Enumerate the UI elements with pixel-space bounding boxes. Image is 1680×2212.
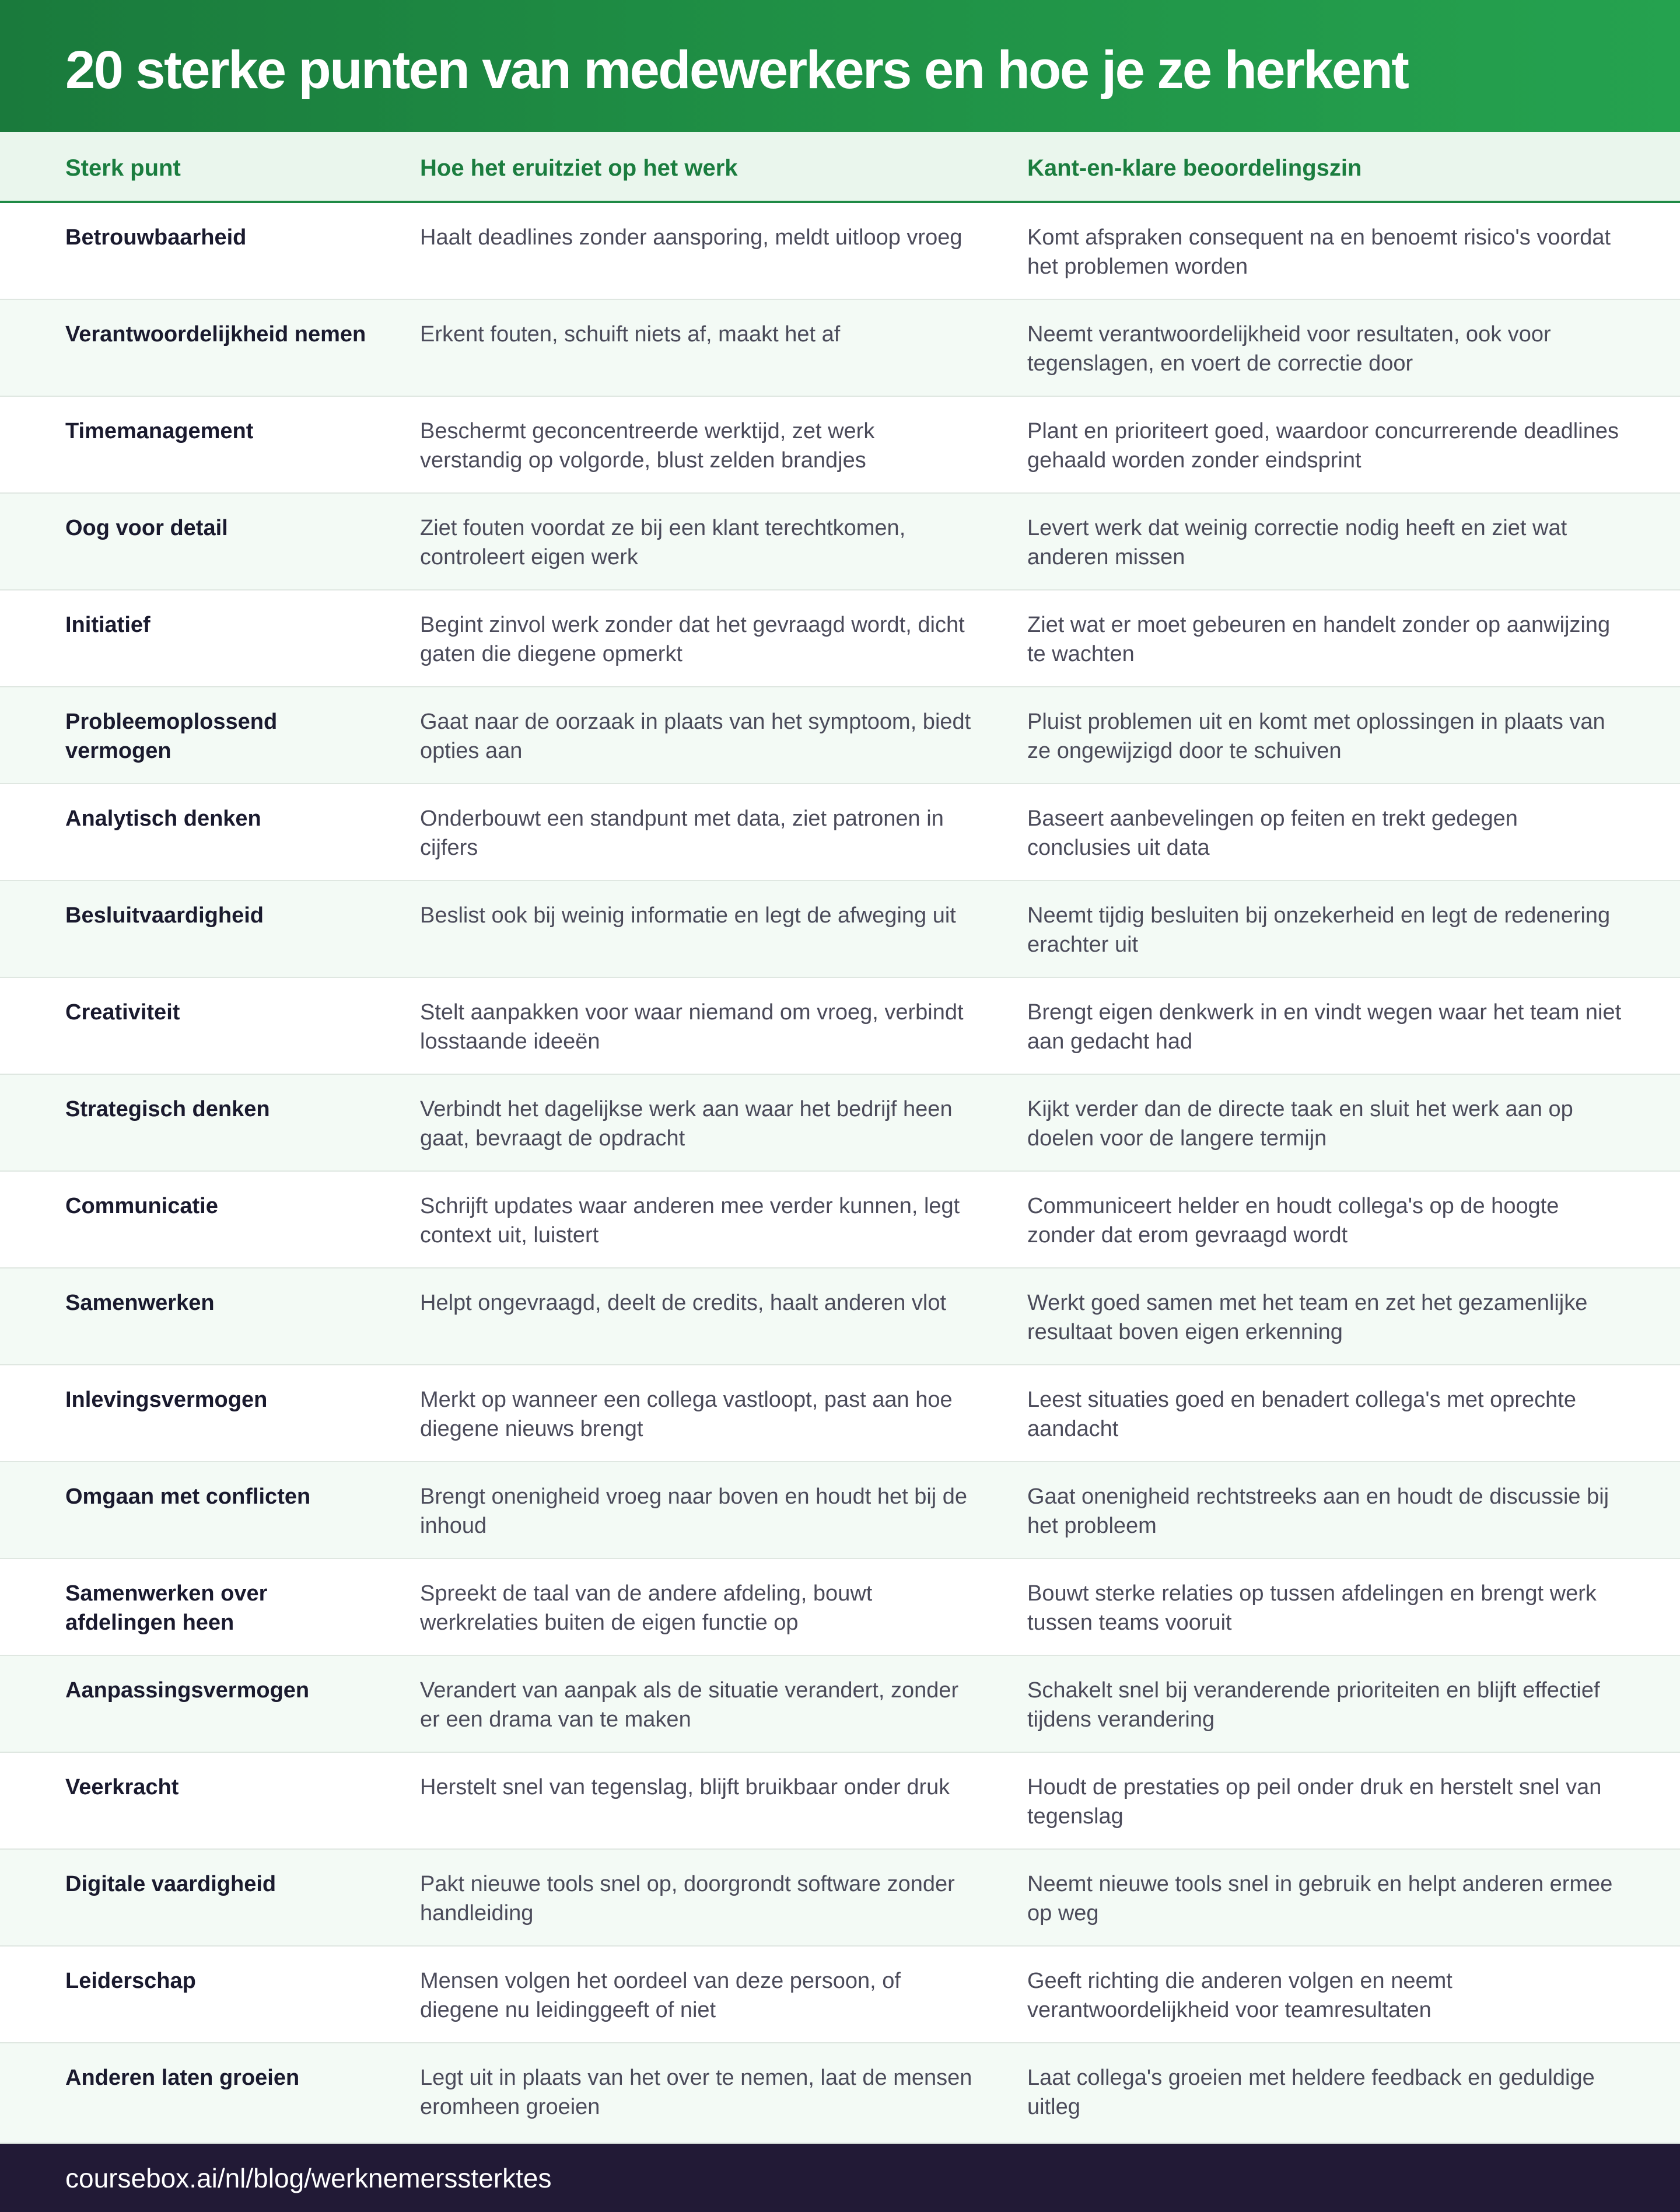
strength-cell: Besluitvaardigheid xyxy=(65,903,264,928)
strength-cell: Omgaan met conflicten xyxy=(65,1484,311,1509)
table-body xyxy=(0,203,1680,2144)
looks-cell: Erkent fouten, schuift niets af, maakt het af xyxy=(420,322,841,347)
table-row xyxy=(0,1075,1680,1172)
page-title: 20 sterke punten van medewerkers en hoe je ze herkent xyxy=(65,40,1408,100)
sentence-cell: Neemt tijdig besluiten bij onzekerheid en legt de redenering erachter uit xyxy=(1027,903,1611,957)
strength-cell: Verantwoordelijkheid nemen xyxy=(65,322,366,347)
looks-cell: Merkt op wanneer een collega vastloopt, past aan hoe diegene nieuws brengt xyxy=(420,1388,953,1441)
column-header-strength: Sterk punt xyxy=(65,155,181,181)
strength-cell: Betrouwbaarheid xyxy=(65,225,247,250)
strength-cell: Strategisch denken xyxy=(65,1097,270,1121)
looks-cell: Onderbouwt een standpunt met data, ziet patronen in cijfers xyxy=(420,806,944,860)
footer-url[interactable]: coursebox.ai/nl/blog/werknemerssterktes xyxy=(65,2163,552,2193)
table-row xyxy=(0,300,1680,397)
looks-cell: Beschermt geconcentreerde werktijd, zet werk verstandig op volgorde, blust zelden brandjes xyxy=(420,419,875,473)
table-row xyxy=(0,1753,1680,1850)
strength-cell: Inlevingsvermogen xyxy=(65,1388,268,1412)
strength-cell: Aanpassingsvermogen xyxy=(65,1678,310,1703)
table-row xyxy=(0,590,1680,687)
sentence-cell: Komt afspraken consequent na en benoemt risico's voordat het problemen worden xyxy=(1027,225,1611,279)
looks-cell: Brengt onenigheid vroeg naar boven en houdt het bij de inhoud xyxy=(420,1484,968,1538)
strength-cell: Veerkracht xyxy=(65,1775,179,1799)
sentence-cell: Neemt verantwoordelijkheid voor resultaten, ook voor tegenslagen, en voert de correctie door xyxy=(1027,322,1551,376)
table-row xyxy=(0,1559,1680,1656)
strength-cell: Samenwerken xyxy=(65,1291,215,1315)
sentence-cell: Neemt nieuwe tools snel in gebruik en helpt anderen ermee op weg xyxy=(1027,1872,1613,1926)
table-row xyxy=(0,1656,1680,1753)
sentence-cell: Brengt eigen denkwerk in en vindt wegen waar het team niet aan gedacht had xyxy=(1027,1000,1622,1054)
table-row xyxy=(0,1850,1680,1947)
sentence-cell: Kijkt verder dan de directe taak en sluit het werk aan op doelen voor de langere termijn xyxy=(1027,1097,1573,1151)
table-row xyxy=(0,978,1680,1075)
strength-cell: Creativiteit xyxy=(65,1000,180,1025)
sentence-cell: Ziet wat er moet gebeuren en handelt zonder op aanwijzing te wachten xyxy=(1027,613,1611,666)
column-header-sentence: Kant-en-klare beoordelingszin xyxy=(1027,155,1362,181)
table-row xyxy=(0,1269,1680,1365)
table-row xyxy=(0,2043,1680,2144)
column-header-looks: Hoe het eruitziet op het werk xyxy=(420,155,738,181)
table-row xyxy=(0,494,1680,590)
looks-cell: Gaat naar de oorzaak in plaats van het symptoom, biedt opties aan xyxy=(420,710,971,763)
table-row xyxy=(0,1365,1680,1462)
table-row xyxy=(0,1947,1680,2043)
sentence-cell: Leest situaties goed en benadert collega's met oprechte aandacht xyxy=(1027,1388,1576,1441)
sentence-cell: Levert werk dat weinig correctie nodig heeft en ziet wat anderen missen xyxy=(1027,516,1567,569)
table-row xyxy=(0,1172,1680,1269)
strength-cell: Analytisch denken xyxy=(65,806,261,831)
looks-cell: Spreekt de taal van de andere afdeling, bouwt werkrelaties buiten de eigen functie op xyxy=(420,1581,873,1635)
sentence-cell: Pluist problemen uit en komt met oplossingen in plaats van ze ongewijzigd door te schuiven xyxy=(1027,710,1605,763)
sentence-cell: Houdt de prestaties op peil onder druk en herstelt snel van tegenslag xyxy=(1027,1775,1602,1829)
strength-cell: Communicatie xyxy=(65,1194,218,1218)
sentence-cell: Bouwt sterke relaties op tussen afdelingen en brengt werk tussen teams vooruit xyxy=(1027,1581,1597,1635)
looks-cell: Verandert van aanpak als de situatie verandert, zonder er een drama van te maken xyxy=(420,1678,959,1732)
looks-cell: Schrijft updates waar anderen mee verder kunnen, legt context uit, luistert xyxy=(420,1194,960,1247)
table-row xyxy=(0,881,1680,978)
strength-cell: Probleemoplossend vermogen xyxy=(65,710,278,763)
strength-cell: Anderen laten groeien xyxy=(65,2066,300,2090)
sentence-cell: Laat collega's groeien met heldere feedback en geduldige uitleg xyxy=(1027,2066,1595,2119)
looks-cell: Stelt aanpakken voor waar niemand om vroeg, verbindt losstaande ideeën xyxy=(420,1000,964,1054)
sentence-cell: Werkt goed samen met het team en zet het gezamenlijke resultaat boven eigen erkenning xyxy=(1027,1291,1588,1344)
strength-cell: Initiatief xyxy=(65,613,150,637)
sentence-cell: Schakelt snel bij veranderende prioriteiten en blijft effectief tijdens verandering xyxy=(1027,1678,1600,1732)
table-row xyxy=(0,687,1680,784)
looks-cell: Haalt deadlines zonder aansporing, meldt uitloop vroeg xyxy=(420,225,963,250)
looks-cell: Helpt ongevraagd, deelt de credits, haalt anderen vlot xyxy=(420,1291,947,1315)
looks-cell: Verbindt het dagelijkse werk aan waar het bedrijf heen gaat, bevraagt de opdracht xyxy=(420,1097,953,1151)
strength-cell: Leiderschap xyxy=(65,1969,196,1993)
looks-cell: Herstelt snel van tegenslag, blijft bruikbaar onder druk xyxy=(420,1775,950,1799)
looks-cell: Mensen volgen het oordeel van deze persoon, of diegene nu leidinggeeft of niet xyxy=(420,1969,901,2022)
header-banner xyxy=(0,0,1680,132)
strength-cell: Timemanagement xyxy=(65,419,254,443)
sentence-cell: Baseert aanbevelingen op feiten en trekt gedegen conclusies uit data xyxy=(1027,806,1518,860)
looks-cell: Begint zinvol werk zonder dat het gevraagd wordt, dicht gaten die diegene opmerkt xyxy=(420,613,965,666)
looks-cell: Pakt nieuwe tools snel op, doorgrondt software zonder handleiding xyxy=(420,1872,955,1926)
sentence-cell: Geeft richting die anderen volgen en neemt verantwoordelijkheid voor teamresultaten xyxy=(1027,1969,1452,2022)
looks-cell: Legt uit in plaats van het over te nemen, laat de mensen eromheen groeien xyxy=(420,2066,972,2119)
table-row xyxy=(0,203,1680,300)
table-header xyxy=(0,132,1680,203)
strength-cell: Samenwerken over afdelingen heen xyxy=(65,1581,268,1635)
sentence-cell: Plant en prioriteert goed, waardoor concurrerende deadlines gehaald worden zonder eindsprint xyxy=(1027,419,1619,473)
looks-cell: Ziet fouten voordat ze bij een klant terechtkomen, controleert eigen werk xyxy=(420,516,906,569)
strength-cell: Digitale vaardigheid xyxy=(65,1872,276,1896)
sentence-cell: Communiceert helder en houdt collega's op de hoogte zonder dat erom gevraagd wordt xyxy=(1027,1194,1559,1247)
footer xyxy=(0,2144,1680,2212)
table-row xyxy=(0,784,1680,881)
sentence-cell: Gaat onenigheid rechtstreeks aan en houdt de discussie bij het probleem xyxy=(1027,1484,1609,1538)
strength-cell: Oog voor detail xyxy=(65,516,228,540)
looks-cell: Beslist ook bij weinig informatie en legt de afweging uit xyxy=(420,903,956,928)
table-row xyxy=(0,1462,1680,1559)
table-row xyxy=(0,397,1680,494)
